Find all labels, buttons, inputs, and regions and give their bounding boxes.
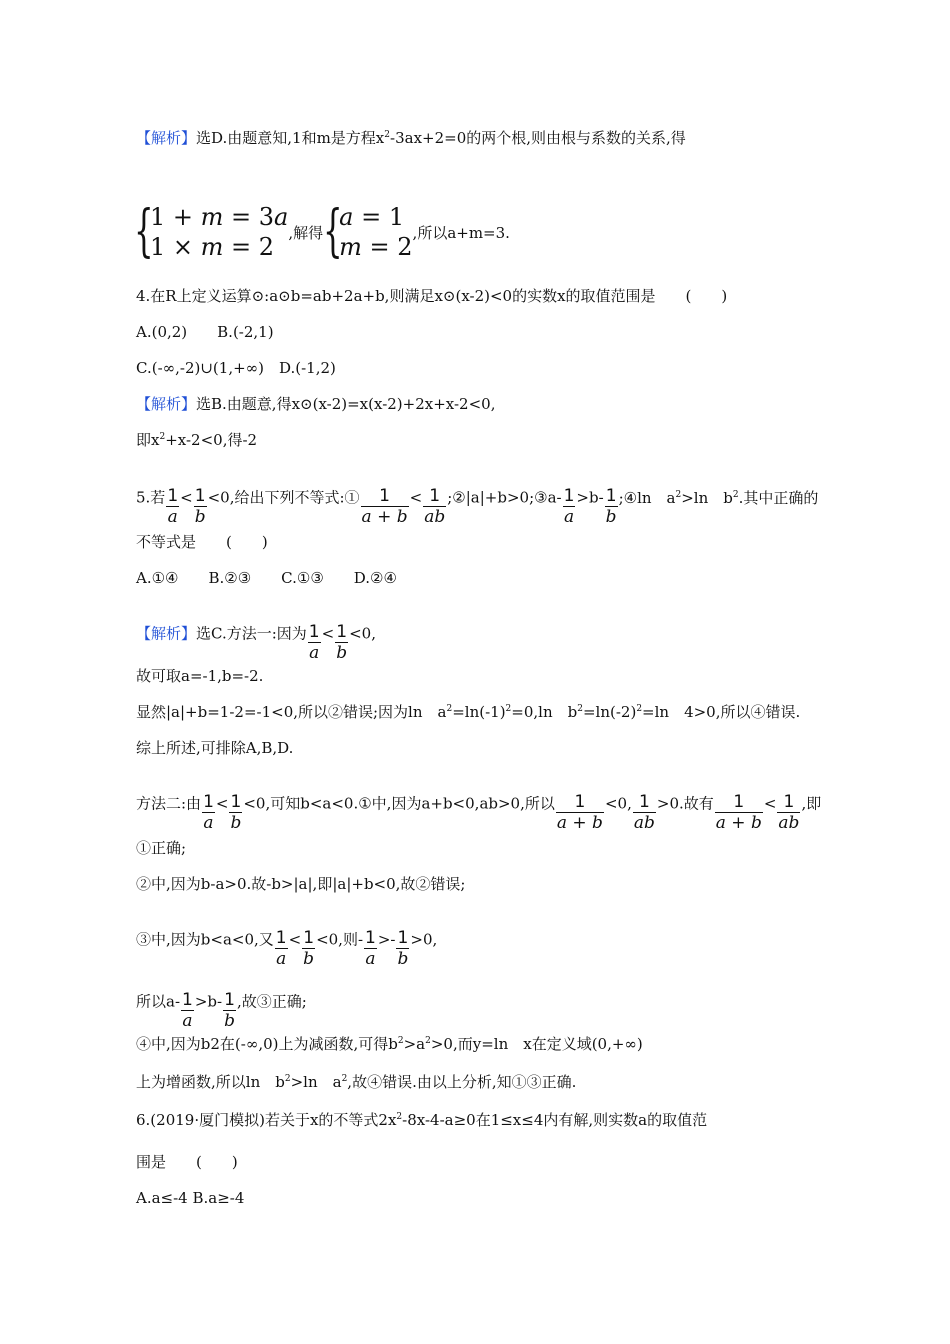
fraction-denominator: ab bbox=[778, 813, 800, 833]
fraction-1-over-a bbox=[181, 990, 194, 1031]
text-fragment: ;②|a|+b>0;③a- bbox=[447, 488, 562, 507]
jiexi-tag: 【解析】 bbox=[136, 624, 197, 643]
q3-jiexi-text: 选D.由题意知,1和m是方程$x^2-3ax+2=0$的两个根,则由根与系数的关系,得 bbox=[196, 129, 686, 147]
fraction-numerator: 1 bbox=[429, 486, 441, 506]
q5-jiexi-method-1: 【解析】选C.方法一:因为 $\frac{1}{a}$ < $\frac{1}{b}$ <0, bbox=[136, 622, 376, 663]
fraction-1-over-b bbox=[605, 486, 618, 527]
fraction-denominator: a + b bbox=[556, 813, 603, 833]
q5-method-2: 方法二:由 $\frac{1}{a}$ < $\frac{1}{b}$ <0,可知b<a<0.①中,因为a+b<0,ab>0,所以 $\frac{1}{a + b}$ <0, $\frac{1}{ab}$ >0.故有 $\frac{1}{a + b}$ < $\frac{1}{ab}$ ,即 bbox=[136, 792, 822, 833]
fraction-numerator: 1 bbox=[783, 792, 795, 812]
text-fragment: a bbox=[274, 203, 289, 231]
fraction-numerator: 1 bbox=[224, 990, 235, 1010]
fraction-denominator: a bbox=[276, 949, 287, 969]
text-fragment: >- bbox=[377, 930, 396, 949]
fraction-numerator: 1 bbox=[397, 928, 409, 948]
left-brace-2: { bbox=[323, 199, 343, 264]
q5-line-4: ④中,因为b2在(-∞,0)上为减函数,可得$b^2>a^2>0$,而y=ln x在定义域(0,+∞) bbox=[136, 1035, 643, 1053]
text-fragment: >0.故有 bbox=[656, 794, 714, 813]
text-fragment: 选C.方法一:因为 bbox=[196, 624, 307, 643]
fraction-numerator: 1 bbox=[638, 792, 650, 812]
fraction-denominator: b bbox=[397, 949, 409, 969]
fraction-denominator: a bbox=[167, 507, 178, 527]
fraction-1-over-b bbox=[335, 622, 348, 663]
text-fragment: m bbox=[200, 203, 224, 231]
q5-line-zongshang: 综上所述,可排除A,B,D. bbox=[136, 739, 294, 757]
text-fragment: < bbox=[763, 794, 777, 813]
q3-equation-system bbox=[134, 199, 510, 264]
fraction-numerator: 1 bbox=[230, 792, 242, 812]
fraction-1-over-ab bbox=[423, 486, 446, 527]
q6-stem-line-2: 围是 ( ) bbox=[136, 1153, 238, 1171]
text-fragment: = 1 bbox=[353, 203, 405, 231]
text-fragment: <0,给出下列不等式:① bbox=[207, 488, 360, 507]
text-fragment: ③中,因为b<a<0,又 bbox=[136, 930, 274, 949]
jiexi-tag: 【解析】 bbox=[136, 395, 197, 413]
fraction-1-over-ab bbox=[777, 792, 800, 833]
fraction-denominator: a bbox=[203, 813, 214, 833]
fraction-1-over-a bbox=[166, 486, 179, 527]
text-fragment: = 2 bbox=[361, 233, 413, 261]
q4-stem: 4.在R上定义运算⊙:a⊙b=ab+2a+b,则满足x⊙(x-2)<0的实数x的取值范围是 ( ) bbox=[136, 287, 728, 305]
system-tail-text: ,所以a+m=3. bbox=[412, 223, 510, 242]
fraction-1-over-a bbox=[202, 792, 215, 833]
fraction-numerator: 1 bbox=[303, 928, 315, 948]
fraction-numerator: 1 bbox=[379, 486, 390, 506]
fraction-denominator: b bbox=[303, 949, 315, 969]
fraction-numerator: 1 bbox=[167, 486, 179, 506]
q4-jiexi-line-2: 即$x^2+x-2<0$,得-2 bbox=[136, 431, 258, 449]
fraction-numerator: 1 bbox=[605, 486, 617, 506]
fraction-denominator: b bbox=[224, 1011, 235, 1031]
text-fragment: >b- bbox=[194, 992, 223, 1011]
fraction-1-over-a bbox=[364, 928, 377, 969]
fraction-1-over-a bbox=[308, 622, 321, 663]
fraction-numerator: 1 bbox=[336, 622, 348, 642]
text-fragment: 5.若 bbox=[136, 488, 166, 507]
fraction-denominator: b bbox=[605, 507, 617, 527]
fraction-1-over-a bbox=[563, 486, 576, 527]
solution-equations bbox=[339, 202, 412, 262]
left-brace: { bbox=[134, 199, 154, 264]
q5-stem-line-2: 不等式是 ( ) bbox=[136, 533, 268, 551]
fraction-1-over-a-plus-b bbox=[715, 792, 763, 833]
text-fragment: >b- bbox=[576, 488, 604, 507]
fraction-1-over-b bbox=[194, 486, 207, 527]
text-fragment: ,故③正确; bbox=[236, 992, 307, 1011]
fraction-1-over-a bbox=[275, 928, 288, 969]
fraction-denominator: a + b bbox=[361, 507, 408, 527]
fraction-denominator: b bbox=[230, 813, 242, 833]
q5-line-3: ③中,因为b<a<0,又 $\frac{1}{a}$ < $\frac{1}{b}$ <0,则- $\frac{1}{a}$ >- $\frac{1}{b}$ >0, bbox=[136, 928, 438, 969]
text-fragment: ,即 bbox=[801, 794, 822, 813]
system-mid-text: ,解得 bbox=[288, 223, 324, 242]
q6-stem: 6.(2019·厦门模拟)若关于x的不等式$2x^2-8x-4-a\ge 0$在1≤x≤4内有解,则实数a的取值范 bbox=[136, 1111, 708, 1129]
q4-options-cd: C.(-∞,-2)∪(1,+∞) D.(-1,2) bbox=[136, 359, 336, 377]
fraction-numerator: 1 bbox=[574, 792, 586, 812]
text-fragment: >0, bbox=[410, 930, 438, 949]
text-fragment: 方法二:由 bbox=[136, 794, 202, 813]
fraction-numerator: 1 bbox=[563, 486, 575, 506]
fraction-denominator: b bbox=[336, 643, 348, 663]
q5-stem: 5.若 $\frac{1}{a}$ < $\frac{1}{b}$ <0,给出下列不等式:① $\frac{1}{a + b}$ < $\frac{1}{ab}$ ;②|a|+b>0;③a- $\frac{1}{a}$ >b- $\frac{1}{b}$ ;④ln $a^2>\ln$ $b^2$.其中正确的 bbox=[136, 486, 819, 527]
solution-2 bbox=[339, 233, 412, 261]
jiexi-tag: 【解析】 bbox=[136, 129, 197, 147]
fraction-1-over-b bbox=[302, 928, 315, 969]
text-fragment: <0, bbox=[604, 794, 632, 813]
equation-2 bbox=[150, 233, 274, 261]
fraction-denominator: a bbox=[182, 1011, 193, 1031]
fraction-1-over-b bbox=[396, 928, 409, 969]
text-fragment: = 3 bbox=[223, 203, 275, 231]
fraction-numerator: 1 bbox=[365, 928, 376, 948]
fraction-1-over-b bbox=[223, 990, 236, 1031]
q6-options: A.a≤-4 B.a≥-4 bbox=[136, 1189, 245, 1207]
q4-jiexi-line bbox=[136, 394, 495, 414]
q4-options-ab: A.(0,2) B.(-2,1) bbox=[136, 323, 274, 341]
q5-line-4b: 上为增函数,所以ln $b^2>\ln$ $a^2$,故④错误.由以上分析,知①③正确. bbox=[136, 1073, 577, 1091]
equation-1 bbox=[150, 203, 288, 231]
text-fragment: 所以a- bbox=[136, 992, 181, 1011]
q5-options: A.①④ B.②③ C.①③ D.②④ bbox=[136, 569, 397, 587]
q5-line-1-correct: ①正确; bbox=[136, 839, 187, 857]
fraction-denominator: ab bbox=[633, 813, 655, 833]
text-fragment: m bbox=[339, 233, 362, 261]
text-fragment: <0,则- bbox=[316, 930, 364, 949]
fraction-numerator: 1 bbox=[194, 486, 206, 506]
text-fragment: <0, bbox=[349, 624, 376, 643]
solution-1 bbox=[339, 203, 404, 231]
fraction-numerator: 1 bbox=[203, 792, 214, 812]
q5-line-suoyi bbox=[136, 982, 307, 1031]
fraction-denominator: ab bbox=[424, 507, 446, 527]
text-fragment: 选B.由题意,得x⊙(x-2)=x(x-2)+2x+x-2<0, bbox=[196, 395, 496, 413]
text-fragment: = 2 bbox=[223, 233, 275, 261]
fraction-1-over-a-plus-b bbox=[361, 486, 409, 527]
q5-line-qu: 故可取a=-1,b=-2. bbox=[136, 667, 264, 685]
fraction-numerator: 1 bbox=[275, 928, 287, 948]
fraction-1-over-b bbox=[229, 792, 242, 833]
text-fragment: ;④ln $a^2>\ln$ $b^2$.其中正确的 bbox=[618, 488, 819, 507]
fraction-denominator: a bbox=[365, 949, 376, 969]
system-equations bbox=[150, 202, 288, 262]
q3-jiexi-line bbox=[136, 128, 686, 148]
fraction-1-over-ab bbox=[633, 792, 656, 833]
fraction-numerator: 1 bbox=[308, 622, 320, 642]
text-fragment: <0,可知b<a<0.①中,因为a+b<0,ab>0,所以 bbox=[243, 794, 555, 813]
q5-line-xianran: 显然|a|+b=1-2=-1<0,所以②错误;因为ln $a^2=\ln(-1)^2=0,\ln$ $b^2=\ln(-2)^2=\ln$ 4>0,所以④错误. bbox=[136, 703, 801, 721]
text-fragment: 1 + bbox=[150, 203, 201, 231]
fraction-denominator: a + b bbox=[715, 813, 762, 833]
fraction-1-over-a-plus-b bbox=[556, 792, 604, 833]
fraction-numerator: 1 bbox=[733, 792, 745, 812]
fraction-denominator: a bbox=[563, 507, 575, 527]
text-fragment: m bbox=[200, 233, 224, 261]
q5-line-2: ②中,因为b-a>0.故-b>|a|,即|a|+b<0,故②错误; bbox=[136, 875, 466, 893]
fraction-numerator: 1 bbox=[182, 990, 193, 1010]
fraction-denominator: b bbox=[194, 507, 206, 527]
fraction-denominator: a bbox=[309, 643, 320, 663]
text-fragment: a bbox=[339, 203, 354, 231]
text-fragment: 1 × bbox=[150, 233, 201, 261]
